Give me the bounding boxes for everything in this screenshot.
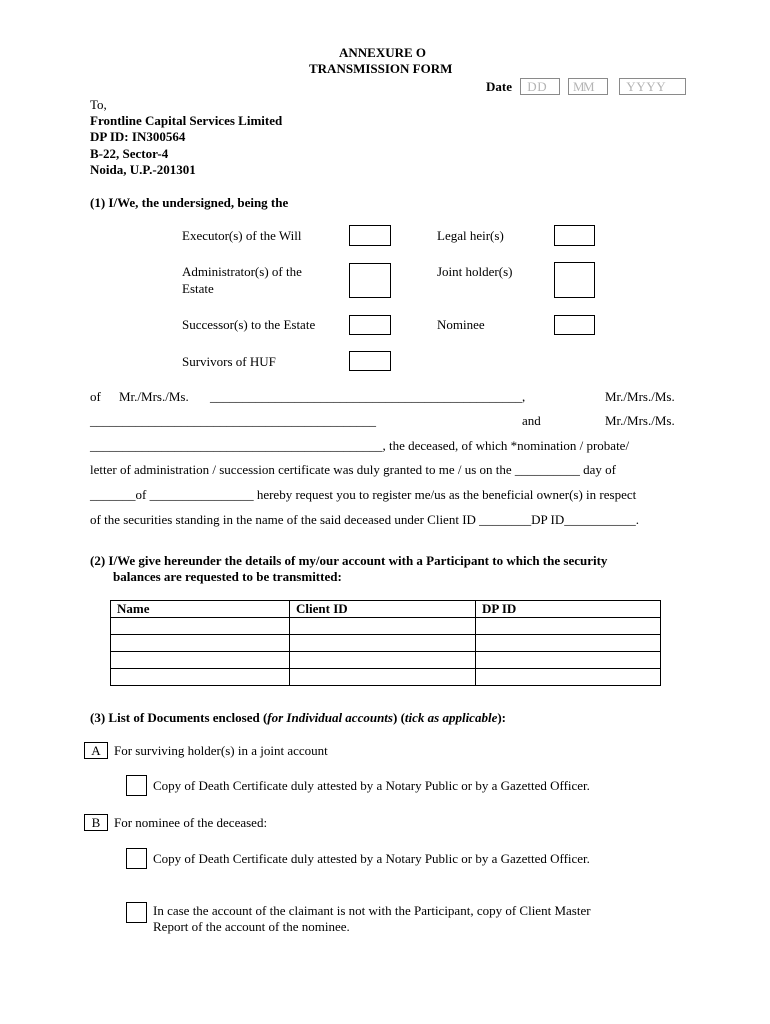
- client-id-cell[interactable]: [290, 618, 476, 635]
- dp-id-cell[interactable]: [476, 635, 661, 652]
- option-b-label: For nominee of the deceased:: [114, 815, 268, 830]
- table-row: [111, 669, 661, 686]
- column-header-dp-id: DP ID: [476, 601, 661, 618]
- section3-heading-text: ):: [497, 710, 507, 725]
- name-cell[interactable]: [111, 652, 290, 669]
- claimant-name-blank-2[interactable]: ____________________________________________: [90, 413, 376, 428]
- section3-heading-text: ) (: [392, 710, 405, 725]
- executor-label: Executor(s) of the Will: [182, 228, 302, 243]
- administrator-checkbox[interactable]: [349, 263, 391, 298]
- legal-heir-checkbox[interactable]: [554, 225, 595, 246]
- date-month-field[interactable]: [568, 78, 608, 95]
- section3-heading: [90, 710, 506, 726]
- address-dp-id: DP ID: IN300564: [90, 129, 186, 144]
- table-header-row: [111, 601, 661, 618]
- address-line1: B-22, Sector-4: [90, 146, 169, 161]
- date-day-digit: D: [537, 79, 547, 94]
- claimant-name-blank-1[interactable]: ________________________________________________,: [210, 389, 526, 404]
- para-title-1: Mr./Mrs./Ms.: [119, 389, 189, 404]
- dp-id-cell[interactable]: [476, 669, 661, 686]
- nominee-checkbox[interactable]: [554, 315, 595, 335]
- section3-heading-italic: for Individual accounts: [267, 710, 393, 725]
- date-year-digit: Y: [636, 79, 646, 94]
- table-row: [111, 618, 661, 635]
- executor-checkbox[interactable]: [349, 225, 391, 246]
- section2-heading-line2: balances are requested to be transmitted:: [113, 569, 342, 584]
- joint-holder-checkbox[interactable]: [554, 262, 595, 298]
- survivors-huf-label: Survivors of HUF: [182, 354, 276, 369]
- client-id-cell[interactable]: [290, 669, 476, 686]
- successor-checkbox[interactable]: [349, 315, 391, 335]
- option-a-marker: A: [84, 742, 108, 759]
- nominee-label: Nominee: [437, 317, 485, 332]
- para-title-3: Mr./Mrs./Ms.: [605, 413, 675, 428]
- para-line5: _______of ________________ hereby request you to register me/us as the beneficial owner(s) in respect: [90, 487, 637, 502]
- death-certificate-a-label: Copy of Death Certificate duly attested by a Notary Public or by a Gazetted Officer.: [153, 778, 590, 793]
- para-of: of: [90, 389, 101, 404]
- para-and: and: [522, 413, 541, 428]
- date-label: Date: [486, 79, 512, 94]
- successor-label: Successor(s) to the Estate: [182, 317, 316, 332]
- date-year-field[interactable]: [619, 78, 686, 95]
- para-line4: letter of administration / succession certificate was duly granted to me / us on the __________ day of: [90, 462, 617, 477]
- date-day-digit: D: [527, 79, 537, 94]
- dp-id-cell[interactable]: [476, 652, 661, 669]
- section3-heading-italic: tick as applicable: [404, 710, 498, 725]
- client-master-label-line1: In case the account of the claimant is not with the Participant, copy of Client Master: [153, 903, 591, 918]
- option-b-marker: B: [84, 814, 108, 831]
- option-a-label: For surviving holder(s) in a joint account: [114, 743, 328, 758]
- date-year-digit: Y: [656, 79, 666, 94]
- annexure-title: ANNEXURE O: [339, 45, 427, 60]
- death-certificate-b-label: Copy of Death Certificate duly attested by a Notary Public or by a Gazetted Officer.: [153, 851, 590, 866]
- date-year-digit: Y: [626, 79, 636, 94]
- date-day-field[interactable]: [520, 78, 560, 95]
- name-cell[interactable]: [111, 635, 290, 652]
- death-certificate-a-checkbox[interactable]: [126, 775, 147, 796]
- column-header-client-id: Client ID: [290, 601, 476, 618]
- section1-heading: (1) I/We, the undersigned, being the: [90, 195, 289, 210]
- address-line2: Noida, U.P.-201301: [90, 162, 196, 177]
- column-header-name: Name: [111, 601, 290, 618]
- client-master-checkbox[interactable]: [126, 902, 147, 923]
- administrator-label-line2: Estate: [182, 281, 214, 296]
- name-cell[interactable]: [111, 618, 290, 635]
- client-id-cell[interactable]: [290, 635, 476, 652]
- administrator-label-line1: Administrator(s) of the: [182, 264, 302, 279]
- dp-id-cell[interactable]: [476, 618, 661, 635]
- table-row: [111, 635, 661, 652]
- date-year-digit: Y: [646, 79, 656, 94]
- address-to: To,: [90, 97, 107, 112]
- para-line3: _____________________________________________, the deceased, of which *nomination / probate/: [90, 438, 630, 453]
- client-id-cell[interactable]: [290, 652, 476, 669]
- section3-heading-text: (3) List of Documents enclosed (: [90, 710, 268, 725]
- date-month-digit: M: [573, 79, 585, 94]
- para-line6: of the securities standing in the name of the said deceased under Client ID ________DP ID___________.: [90, 512, 640, 527]
- survivors-huf-checkbox[interactable]: [349, 351, 391, 371]
- death-certificate-b-checkbox[interactable]: [126, 848, 147, 869]
- para-title-2: Mr./Mrs./Ms.: [605, 389, 675, 404]
- legal-heir-label: Legal heir(s): [437, 228, 504, 243]
- joint-holder-label: Joint holder(s): [437, 264, 513, 279]
- table-row: [111, 652, 661, 669]
- account-details-table: [110, 600, 661, 686]
- client-master-label-line2: Report of the account of the nominee.: [153, 919, 350, 934]
- date-month-digit: M: [583, 79, 595, 94]
- address-company: Frontline Capital Services Limited: [90, 113, 283, 128]
- name-cell[interactable]: [111, 669, 290, 686]
- form-title: TRANSMISSION FORM: [309, 61, 453, 76]
- section2-heading-line1: (2) I/We give hereunder the details of my/our account with a Participant to which the security: [90, 553, 608, 568]
